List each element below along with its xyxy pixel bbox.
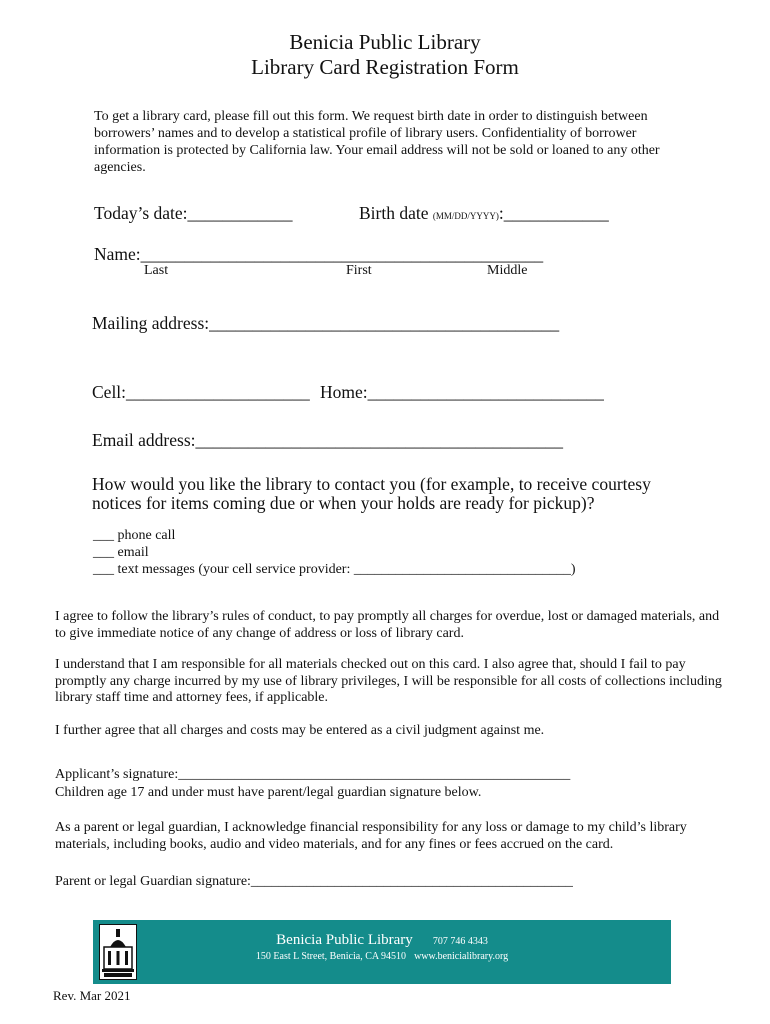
name-middle-label: Middle [487,263,528,278]
contact-option-text[interactable]: ___ text messages (your cell service provider: _______________________________) [93,562,576,577]
guardian-signature-field[interactable]: Parent or legal Guardian signature:______________________________________________ [55,874,573,889]
name-first-label: First [346,263,372,278]
footer-address-line [93,951,671,962]
agreement-civil-judgment: I further agree that all charges and costs may be entered as a civil judgment against me. [55,723,545,738]
birth-date-format: (MM/DD/YYYY) [432,211,499,221]
guardian-paragraph: As a parent or legal guardian, I acknowledge financial responsibility for any loss or damage to my child’s library materials, including books, audio and video materials, and for any fines or fees accrued on the card. [55,820,687,852]
applicant-signature-field[interactable]: Applicant’s signature:________________________________________________________ [55,767,571,782]
todays-date-field[interactable]: Today’s date:____________ [94,203,293,223]
home-field[interactable]: Home:___________________________ [320,382,604,402]
intro-paragraph: To get a library card, please fill out this form. We request birth date in order to distinguish between borrowers’ names and to develop a statistical profile of library users. Confidentiality of borrower information is protected by California law. Your email address will not be sold or loaned to any other agencies. [94,109,660,175]
cell-field[interactable]: Cell:_____________________ [92,382,310,402]
name-last-label: Last [144,263,169,278]
birth-date-label: Birth date [359,203,433,223]
name-field[interactable]: Name:______________________________________________ [94,244,544,264]
footer-banner [93,920,671,984]
children-note: Children age 17 and under must have parent/legal guardian signature below. [55,785,482,800]
contact-option-email[interactable]: ___ email [93,545,149,560]
revision-note: Rev. Mar 2021 [53,988,131,1003]
contact-question-line1: How would you like the library to contact you (for example, to receive courtesy [92,474,651,494]
footer-phone: 707 746 4343 [432,936,488,947]
contact-question-line2: notices for items coming due or when your holds are ready for pickup)? [92,493,595,513]
agreement-responsibility: I understand that I am responsible for all materials checked out on this card. I also agree that, should I fail to pay promptly any charge incurred by my use of library privileges, I will be responsible for all costs of collections including library staff time and attorney fees, if applicable. [55,657,722,705]
form-title-library: Benicia Public Library [289,30,481,54]
contact-option-phone[interactable]: ___ phone call [93,528,176,543]
footer-website[interactable]: www.benicialibrary.org [414,951,509,962]
footer-address: 150 East L Street, Benicia, CA 94510 [255,951,407,962]
birth-date-field[interactable] [359,203,609,224]
agreement-conduct: I agree to follow the library’s rules of conduct, to pay promptly all charges for overdue, lost or damaged materials, and to give immediate notice of any change of address or loss of library card. [55,609,720,641]
form-title: Library Card Registration Form [251,55,519,79]
mailing-address-field[interactable]: Mailing address:________________________________________ [92,313,560,333]
birth-date-line: :____________ [498,203,609,223]
email-field[interactable]: Email address:__________________________________________ [92,430,564,450]
footer-name-text: Benicia Public Library [276,932,413,948]
footer-library-name [93,932,671,949]
